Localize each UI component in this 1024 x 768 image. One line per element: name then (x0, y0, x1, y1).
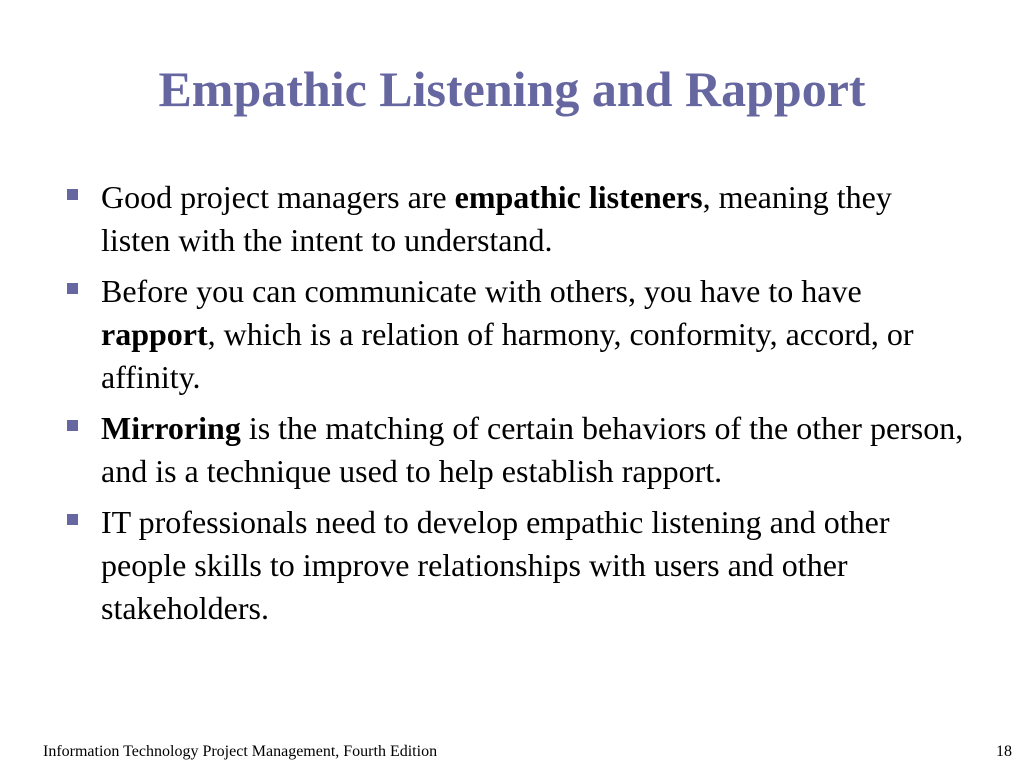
bullet-text-part: , which is a relation of harmony, conformity, accord, or affinity. (101, 316, 914, 395)
bullet-text-part: , meaning they listen with the intent to understand. (101, 179, 892, 258)
square-bullet-icon (67, 189, 78, 200)
bullet-item (64, 270, 964, 399)
bullet-text-part: Good project managers are (101, 179, 455, 215)
square-bullet-icon (67, 420, 78, 431)
bullet-text (101, 273, 914, 395)
slide-title: Empathic Listening and Rapport (158, 61, 866, 117)
bullet-item (64, 407, 964, 493)
bullet-text (101, 179, 892, 258)
bullet-text-part: is the matching of certain behaviors of the other person, and is a technique used to help establish rapport. (101, 410, 964, 489)
bullet-bold-term: Mirroring (101, 410, 241, 446)
bullet-text-part: IT professionals need to develop empathic listening and other people skills to improve relationships with users and other stakeholders. (101, 504, 890, 626)
bullet-text (101, 504, 890, 626)
bullet-item (64, 176, 964, 262)
footer-source: Information Technology Project Management, Fourth Edition (43, 743, 438, 760)
square-bullet-icon (67, 514, 78, 525)
bullet-bold-term: empathic listeners (454, 179, 703, 215)
bullet-list (64, 176, 964, 638)
square-bullet-icon (67, 283, 78, 294)
bullet-text-part: Before you can communicate with others, you have to have (101, 273, 862, 309)
page-number: 18 (996, 743, 1012, 760)
bullet-bold-term: rapport (101, 316, 208, 352)
bullet-item (64, 501, 964, 630)
bullet-text (101, 410, 963, 489)
